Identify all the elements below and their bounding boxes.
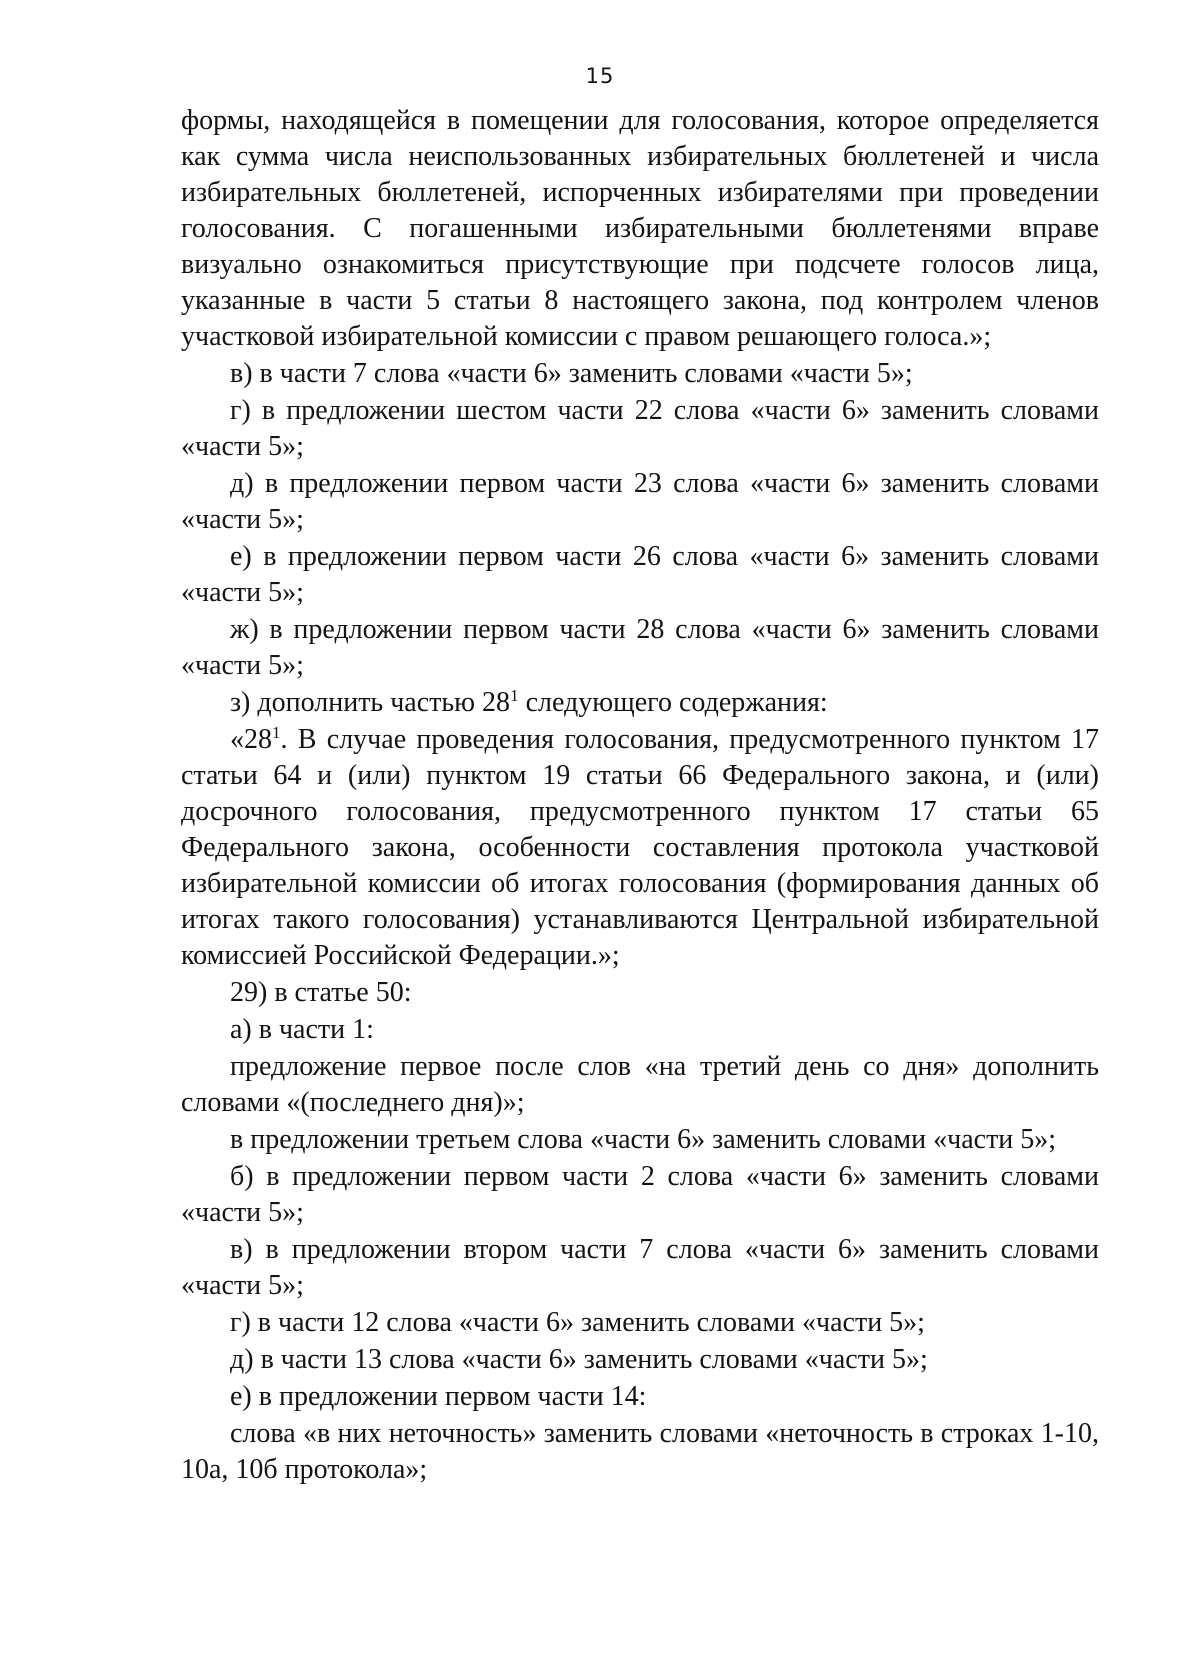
document-body [181,103,1099,1488]
paragraph-item-e-2: е) в предложении первом части 14: [230,1381,647,1412]
paragraph-item-29: 29) в статье 50: [230,977,412,1008]
paragraph-item-g-2: г) в части 12 слова «части 6» заменить словами «части 5»; [230,1307,925,1338]
paragraph-item-a: а) в части 1: [230,1014,374,1045]
paragraph-item-g: г) в предложении шестом части 22 слова «части 6» заменить словами «части 5»; [181,395,1099,462]
paragraph-item-zh: ж) в предложении первом части 28 слова «части 6» заменить словами «части 5»; [181,614,1099,681]
paragraph-item-v-2: в) в предложении втором части 7 слова «части 6» заменить словами «части 5»; [181,1234,1099,1301]
paragraph-part-28-1 [181,722,1099,974]
paragraph-part-28-1-before: «28 [230,724,272,755]
paragraph-item-e: е) в предложении первом части 26 слова «части 6» заменить словами «части 5»; [181,541,1099,608]
superscript-1: 1 [272,723,281,742]
paragraph-sentence-third: в предложении третьем слова «части 6» заменить словами «части 5»; [230,1124,1057,1155]
paragraph-item-b: б) в предложении первом части 2 слова «части 6» заменить словами «части 5»; [181,1161,1099,1228]
paragraph-item-z [181,685,1099,721]
page-number: 15 [585,64,615,88]
paragraph-words-replace: слова «в них неточность» заменить словами «неточность в строках 1-10, 10а, 10б протокола»; [181,1418,1099,1485]
paragraph-item-z-before: з) дополнить частью 28 [230,687,511,718]
superscript-1: 1 [510,686,519,705]
paragraph-continuation: формы, находящейся в помещении для голосования, которое определяется как сумма числа неиспользованных избирательных бюллетеней и числа избирательных бюллетеней, испорченных избирателями при проведении голосования. С погашенными избирательными бюллетенями вправе визуально ознакомиться присутствующие при подсчете голосов лица, указанные в части 5 статьи 8 настоящего закона, под контролем членов участковой избирательной комиссии с правом решающего голоса.»; [181,105,1099,352]
paragraph-item-d: д) в предложении первом части 23 слова «части 6» заменить словами «части 5»; [181,468,1099,535]
paragraph-item-d-2: д) в части 13 слова «части 6» заменить словами «части 5»; [230,1344,928,1375]
paragraph-item-z-after: следующего содержания: [518,687,828,718]
paragraph-item-v: в) в части 7 слова «части 6» заменить словами «части 5»; [230,358,913,389]
paragraph-part-28-1-after: . В случае проведения голосования, предусмотренного пунктом 17 статьи 64 и (или) пунктом 19 статьи 66 Федерального закона, и (или) досрочного голосования, предусмотренного пунктом 17 статьи 65 Федерального закона, особенности составления протокола участковой избирательной комиссии об итогах голосования (формирования данных об итогах такого голосования) устанавливаются Центральной избирательной комиссией Российской Федерации.»; [181,724,1099,971]
paragraph-sentence-first: предложение первое после слов «на третий день со дня» дополнить словами «(последнего дня)»; [181,1051,1099,1118]
